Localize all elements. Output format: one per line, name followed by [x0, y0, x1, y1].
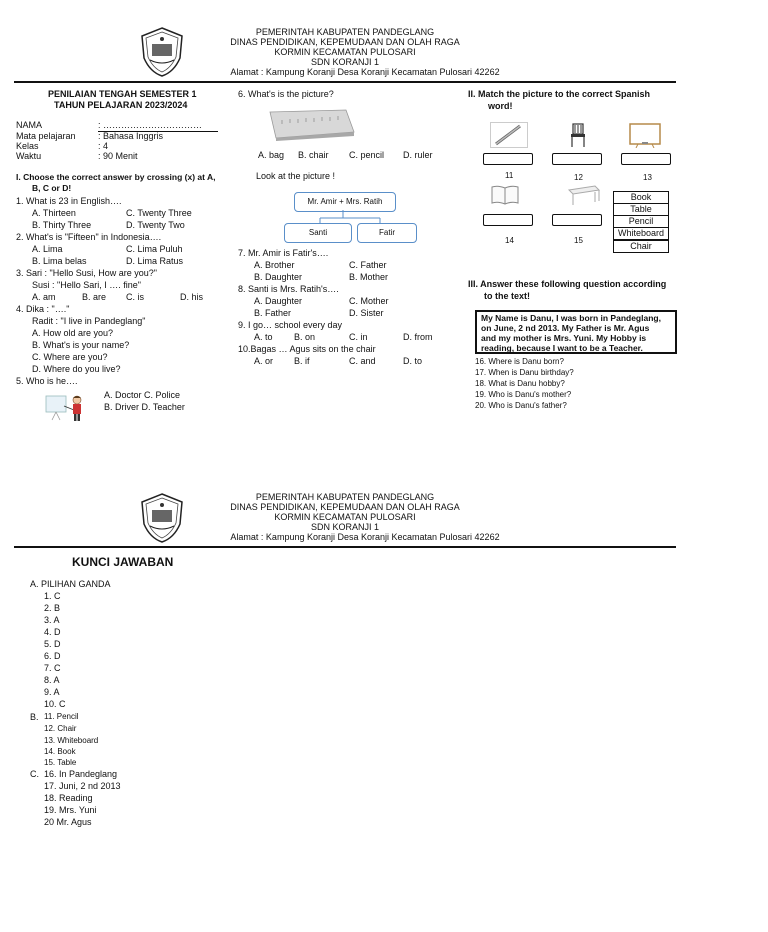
key-item: 14. Book — [44, 747, 76, 756]
key-item: 7. C — [44, 663, 61, 673]
ruler-picture — [266, 108, 356, 142]
book-picture — [490, 183, 520, 207]
key-item: 1. C — [44, 591, 61, 601]
question-5: 5. Who is he…. — [16, 376, 78, 386]
question-4: 4. Dika : "…." — [16, 304, 70, 314]
teacher-picture — [44, 392, 90, 422]
key-item: 13. Whiteboard — [44, 736, 99, 745]
letterhead-line: SDN KORANJI 1 — [310, 57, 379, 67]
child-label: Santi — [308, 228, 328, 237]
key-item: 19. Mrs. Yuni — [44, 805, 97, 815]
section1-instruction-cont: B, C or D! — [32, 183, 72, 193]
key-item: 5. D — [44, 639, 61, 649]
letterhead — [140, 27, 550, 77]
option[interactable]: A. or — [254, 356, 274, 366]
item-number: 12 — [574, 173, 583, 182]
question-1: 1. What is 23 in English…. — [16, 196, 122, 206]
key-item: 9. A — [44, 687, 60, 697]
key-item: 8. A — [44, 675, 60, 685]
letterhead — [140, 492, 550, 542]
key-item: 3. A — [44, 615, 60, 625]
option[interactable]: D. Where do you live? — [32, 364, 121, 374]
option[interactable]: A. bag — [258, 150, 285, 160]
item-number: 14 — [505, 236, 514, 245]
option[interactable]: B. Thirty Three — [32, 220, 92, 230]
option[interactable]: A. am — [32, 292, 56, 302]
header-divider — [14, 81, 676, 83]
option[interactable]: C. and — [349, 356, 376, 366]
reading-text-line: My Name is Danu, I was born in Pandeglang, — [481, 313, 661, 323]
option[interactable]: C. pencil — [349, 150, 385, 160]
question-16: 16. Where is Danu born? — [475, 357, 564, 366]
letterhead-line: DINAS PENDIDIKAN, KEPEMUDAAN DAN OLAH RAGA — [230, 502, 460, 512]
key-item: 2. B — [44, 603, 61, 613]
reading-text-line: reading, because I want to be a Teacher. — [481, 343, 643, 353]
option[interactable]: B. on — [294, 332, 316, 342]
option[interactable]: D. Sister — [349, 308, 384, 318]
option[interactable]: C. is — [126, 292, 144, 302]
question-2: 2. What's is "Fifteen" in Indonesia…. — [16, 232, 162, 242]
question-3: 3. Sari : "Hello Susi, How are you?" — [16, 268, 157, 278]
table-picture — [567, 184, 601, 206]
option[interactable]: D. from — [403, 332, 433, 342]
key-item: 20 Mr. Agus — [44, 817, 92, 827]
whiteboard-picture — [628, 122, 662, 148]
word-whiteboard: Whiteboard — [613, 227, 669, 240]
word-pencil: Pencil — [613, 215, 669, 228]
option[interactable]: A. Thirteen — [32, 208, 76, 218]
time-label: Waktu — [16, 151, 42, 161]
time-value: : 90 Menit — [98, 151, 138, 161]
letterhead-line: SDN KORANJI 1 — [310, 522, 379, 532]
option[interactable]: A. Brother — [254, 260, 295, 270]
pencil-picture — [490, 122, 528, 148]
letterhead-address: Alamat : Kampung Koranji Desa Koranji Kecamatan Pulosari 42262 — [230, 532, 500, 542]
letterhead-address: Alamat : Kampung Koranji Desa Koranji Kecamatan Pulosari 42262 — [230, 67, 500, 77]
option[interactable]: B. Lima belas — [32, 256, 87, 266]
answer-box-15[interactable] — [552, 214, 602, 226]
letterhead-line: PEMERINTAH KABUPATEN PANDEGLANG — [255, 492, 435, 502]
key-item: 17. Juni, 2 nd 2013 — [44, 781, 121, 791]
word-table: Table — [613, 203, 669, 216]
option[interactable]: B. are — [82, 292, 107, 302]
class-value: : 4 — [98, 141, 109, 151]
option[interactable]: C. Mother — [349, 296, 389, 306]
item-number: 13 — [643, 173, 652, 182]
option[interactable]: D. his — [180, 292, 204, 302]
key-item: 15. Table — [44, 758, 77, 767]
key-section-a: A. PILIHAN GANDA — [30, 579, 111, 589]
name-label: NAMA — [16, 120, 43, 130]
answer-box-12[interactable] — [552, 153, 602, 165]
question-17: 17. When is Danu birthday? — [475, 368, 574, 377]
option[interactable]: B. What's is your name? — [32, 340, 130, 350]
option[interactable]: C. Father — [349, 260, 387, 270]
letterhead-line: KORMIN KECAMATAN PULOSARI — [274, 512, 416, 522]
key-item: 11. Pencil — [44, 712, 79, 721]
chair-picture — [565, 122, 591, 148]
option[interactable]: B. if — [294, 356, 310, 366]
question-10: 10.Bagas … Agus sits on the chair — [238, 344, 376, 354]
answer-box-14[interactable] — [483, 214, 533, 226]
section2-instruction-cont: word! — [488, 101, 513, 111]
family-child-fatir — [357, 223, 417, 243]
item-number: 15 — [574, 236, 583, 245]
letterhead-line: KORMIN KECAMATAN PULOSARI — [274, 47, 416, 57]
question-9: 9. I go… school every day — [238, 320, 343, 330]
option[interactable]: D. Twenty Two — [126, 220, 185, 230]
option-row[interactable]: B. Driver D. Teacher — [104, 402, 185, 412]
option[interactable]: A. Lima — [32, 244, 63, 254]
option[interactable]: A. Daughter — [254, 296, 303, 306]
question-6: 6. What's is the picture? — [238, 89, 334, 99]
option[interactable]: A. to — [254, 332, 273, 342]
class-label: Kelas — [16, 141, 39, 151]
family-parents-box — [294, 192, 396, 212]
option[interactable]: D. to — [403, 356, 423, 366]
section1-instruction: I. Choose the correct answer by crossing (x) at A, — [16, 172, 216, 182]
subject-label: Mata pelajaran — [16, 131, 76, 141]
family-child-santi — [284, 223, 352, 243]
question-7: 7. Mr. Amir is Fatir's…. — [238, 248, 329, 258]
key-section-b: B. — [30, 712, 39, 722]
option[interactable]: B. chair — [298, 150, 329, 160]
question-4-line: Radit : "I live in Pandeglang" — [32, 316, 146, 326]
key-item: 4. D — [44, 627, 61, 637]
option[interactable]: C. Where are you? — [32, 352, 108, 362]
option-row[interactable]: A. Doctor C. Police — [104, 390, 181, 400]
item-number: 11 — [505, 171, 514, 180]
key-item: 10. C — [44, 699, 66, 709]
question-19: 19. Who is Danu's mother? — [475, 390, 572, 399]
option[interactable]: C. Twenty Three — [126, 208, 192, 218]
word-book: Book — [613, 191, 669, 204]
word-chair: Chair — [613, 240, 669, 253]
key-item: 12. Chair — [44, 724, 77, 733]
key-item: 16. In Pandeglang — [44, 769, 118, 779]
letterhead-line: DINAS PENDIDIKAN, KEPEMUDAAN DAN OLAH RAGA — [230, 37, 460, 47]
question-3-line: Susi : "Hello Sari, I …. fine" — [32, 280, 141, 290]
section3-instruction-cont: to the text! — [484, 291, 530, 301]
letterhead-line: PEMERINTAH KABUPATEN PANDEGLANG — [255, 27, 435, 37]
reading-text-line: and my mother is Mrs. Yuni. My Hobby is — [481, 333, 647, 343]
question-20: 20. Who is Danu's father? — [475, 401, 567, 410]
header-divider — [14, 546, 676, 548]
key-section-c: C. — [30, 769, 39, 779]
question-8: 8. Santi is Mrs. Ratih's…. — [238, 284, 339, 294]
answer-box-13[interactable] — [621, 153, 671, 165]
name-field[interactable]: : …………………………… — [98, 120, 203, 130]
reading-text-box — [475, 310, 677, 354]
option[interactable]: A. How old are you? — [32, 328, 114, 338]
family-instruction: Look at the picture ! — [256, 171, 336, 181]
option[interactable]: B. Daughter — [254, 272, 303, 282]
option[interactable]: C. Lima Puluh — [126, 244, 183, 254]
exam-year: TAHUN PELAJARAN 2023/2024 — [54, 100, 188, 110]
reading-text-line: on June, 2 nd 2013. My Father is Mr. Agus — [481, 323, 650, 333]
answer-key-title: KUNCI JAWABAN — [72, 555, 174, 569]
section3-instruction: III. Answer these following question according — [468, 279, 667, 289]
exam-title: PENILAIAN TENGAH SEMESTER 1 — [48, 89, 197, 99]
parents-label: Mr. Amir + Mrs. Ratih — [307, 197, 383, 206]
option[interactable]: C. in — [349, 332, 368, 342]
key-item: 6. D — [44, 651, 61, 661]
question-18: 18. What is Danu hobby? — [475, 379, 565, 388]
section2-instruction: II. Match the picture to the correct Spanish — [468, 89, 651, 99]
key-item: 18. Reading — [44, 793, 93, 803]
option[interactable]: D. ruler — [403, 150, 433, 160]
child-label: Fatir — [379, 228, 395, 237]
option[interactable]: B. Mother — [349, 272, 389, 282]
answer-box-11[interactable] — [483, 153, 533, 165]
option[interactable]: B. Father — [254, 308, 292, 318]
option[interactable]: D. Lima Ratus — [126, 256, 184, 266]
subject-value: : Bahasa Inggris — [98, 131, 164, 141]
